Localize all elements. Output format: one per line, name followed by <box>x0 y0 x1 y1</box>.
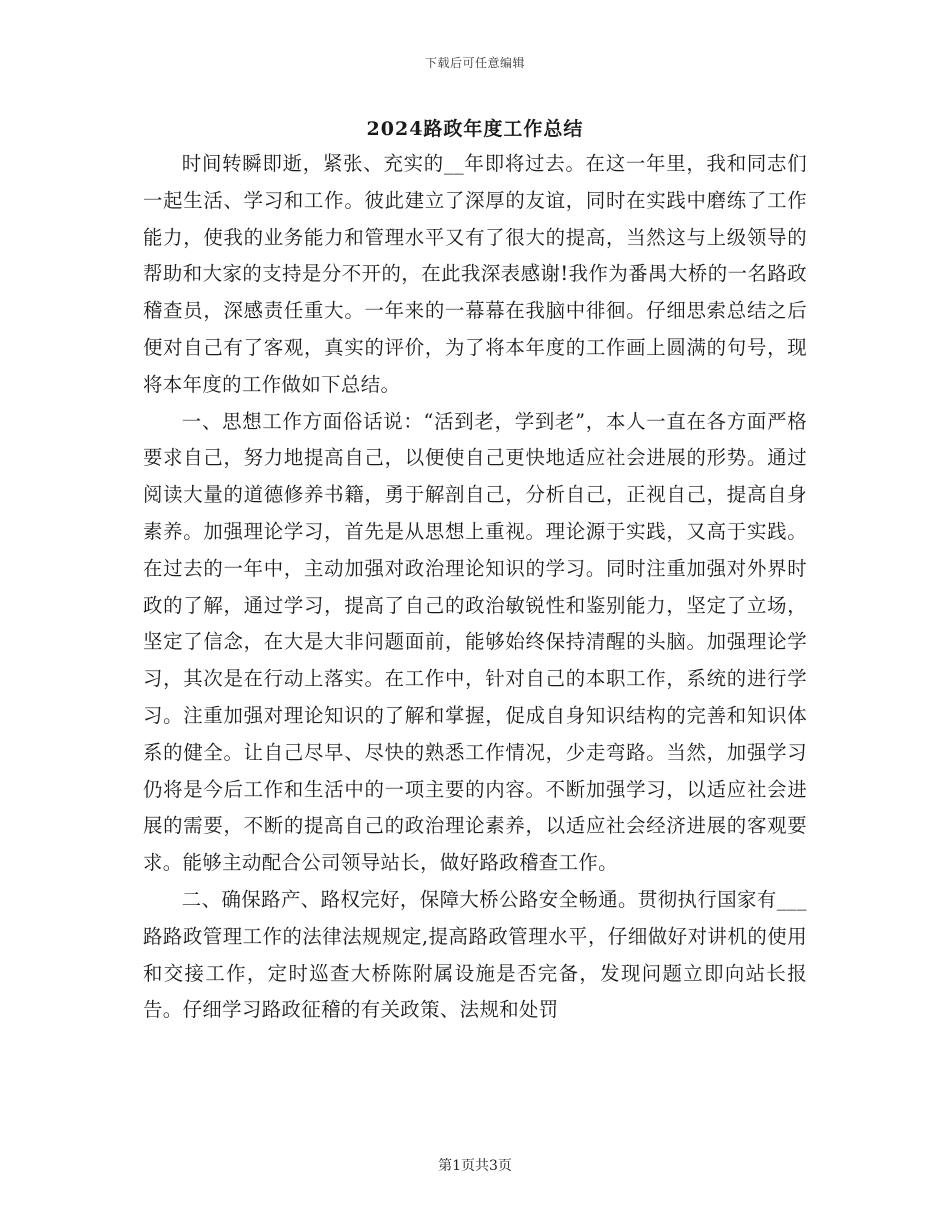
document-body <box>143 146 807 1029</box>
paragraph: 二、确保路产、路权完好，保障大桥公路安全畅通。贯彻执行国家有___路路政管理工作的法律法规规定,提高路政管理水平，仔细做好对讲机的使用和交接工作，定时巡查大桥陈附属设施是否完备，发现问题立即向站长报告。仔细学习路政征稽的有关政策、法规和处罚 <box>143 887 807 1022</box>
page-number: 第1页共3页 <box>438 1158 512 1174</box>
header-note: 下载后可任意编辑 <box>424 56 525 70</box>
page-title: 2024路政年度工作总结 <box>366 118 584 140</box>
paragraph: 一、思想工作方面俗话说：“活到老，学到老”，本人一直在各方面严格要求自己，努力地提高自己，以便使自己更快地适应社会进展的形势。通过阅读大量的道德修养书籍，勇于解剖自己，分析自己，正视自己，提高自身素养。加强理论学习，首先是从思想上重视。理论源于实践，又高于实践。在过去的一年中，主动加强对政治理论知识的学习。同时注重加强对外界时政的了解，通过学习，提高了自己的政治敏锐性和鉴别能力，坚定了立场，坚定了信念，在大是大非问题面前，能够始终保持清醒的头脑。加强理论学习，其次是在行动上落实。在工作中，针对自己的本职工作，系统的进行学习。注重加强对理论知识的了解和掌握，促成自身知识结构的完善和知识体系的健全。让自己尽早、尽快的熟悉工作情况，少走弯路。当然，加强学习仍将是今后工作和生活中的一项主要的内容。不断加强学习，以适应社会进展的需要，不断的提高自己的政治理论素养，以适应社会经济进展的客观要求。能够主动配合公司领导站长，做好路政稽查工作。 <box>143 409 807 875</box>
paragraph: 时间转瞬即逝，紧张、充实的__年即将过去。在这一年里，我和同志们一起生活、学习和工作。彼此建立了深厚的友谊，同时在实践中磨练了工作能力，使我的业务能力和管理水平又有了很大的提高，当然这与上级领导的帮助和大家的支持是分不开的，在此我深表感谢!我作为番禺大桥的一名路政稽查员，深感责任重大。一年来的一幕幕在我脑中徘徊。仔细思索总结之后便对自己有了客观，真实的评价，为了将本年度的工作画上圆满的句号，现将本年度的工作做如下总结。 <box>143 152 807 396</box>
